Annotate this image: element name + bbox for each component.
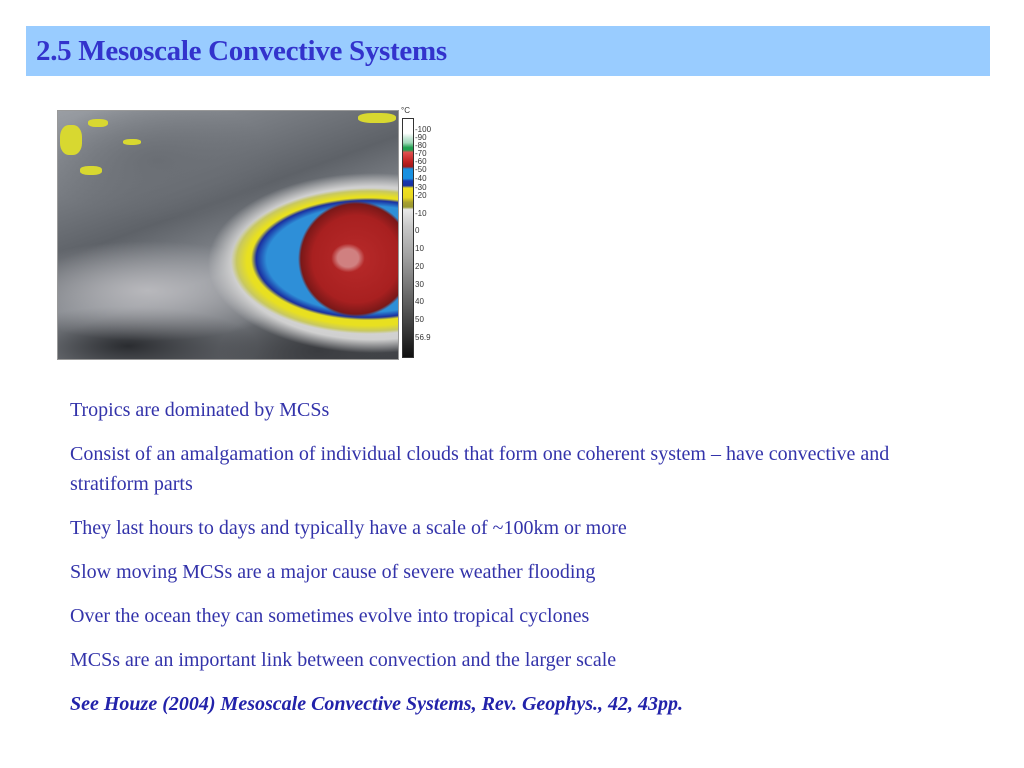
temperature-colorbar	[402, 118, 414, 358]
colorbar-tick: 50	[415, 315, 424, 324]
colorbar-tick: -20	[415, 191, 427, 200]
bullet-list	[70, 395, 930, 733]
bullet-item: They last hours to days and typically have a scale of ~100km or more	[70, 517, 627, 539]
colorbar-tick: -70	[415, 149, 427, 158]
bullet-item: Consist of an amalgamation of individual clouds that form one coherent system – have convective and stratiform parts	[70, 443, 890, 495]
cloud-patch	[80, 166, 102, 175]
colorbar-tick: -80	[415, 141, 427, 150]
colorbar-tick: -10	[415, 209, 427, 218]
colorbar-tick: 56.9	[415, 333, 431, 342]
bullet-item: Over the ocean they can sometimes evolve into tropical cyclones	[70, 605, 590, 627]
colorbar-tick: -60	[415, 157, 427, 166]
citation: See Houze (2004) Mesoscale Convective Systems, Rev. Geophys., 42, 43pp.	[70, 693, 684, 715]
title-bar	[26, 26, 990, 76]
cloud-patch	[60, 125, 82, 155]
colorbar-tick: -90	[415, 133, 427, 142]
bullet-item: MCSs are an important link between convection and the larger scale	[70, 649, 617, 671]
colorbar-tick: -40	[415, 174, 427, 183]
colorbar-tick: 0	[415, 226, 420, 235]
cloud-patch	[123, 139, 141, 145]
colorbar-unit: °C	[401, 106, 410, 115]
colorbar-tick: -50	[415, 165, 427, 174]
bullet-item: Tropics are dominated by MCSs	[70, 399, 330, 421]
cloud-patch	[88, 119, 108, 127]
bullet-item: Slow moving MCSs are a major cause of severe weather flooding	[70, 561, 596, 583]
colorbar-tick: 10	[415, 244, 424, 253]
colorbar-tick: 30	[415, 280, 424, 289]
satellite-image	[57, 110, 399, 360]
colorbar-tick: -30	[415, 183, 427, 192]
slide-title: 2.5 Mesoscale Convective Systems	[36, 35, 447, 67]
colorbar-tick: 20	[415, 262, 424, 271]
cloud-patch	[358, 113, 396, 123]
colorbar-tick: 40	[415, 297, 424, 306]
colorbar-tick: -100	[415, 125, 432, 134]
